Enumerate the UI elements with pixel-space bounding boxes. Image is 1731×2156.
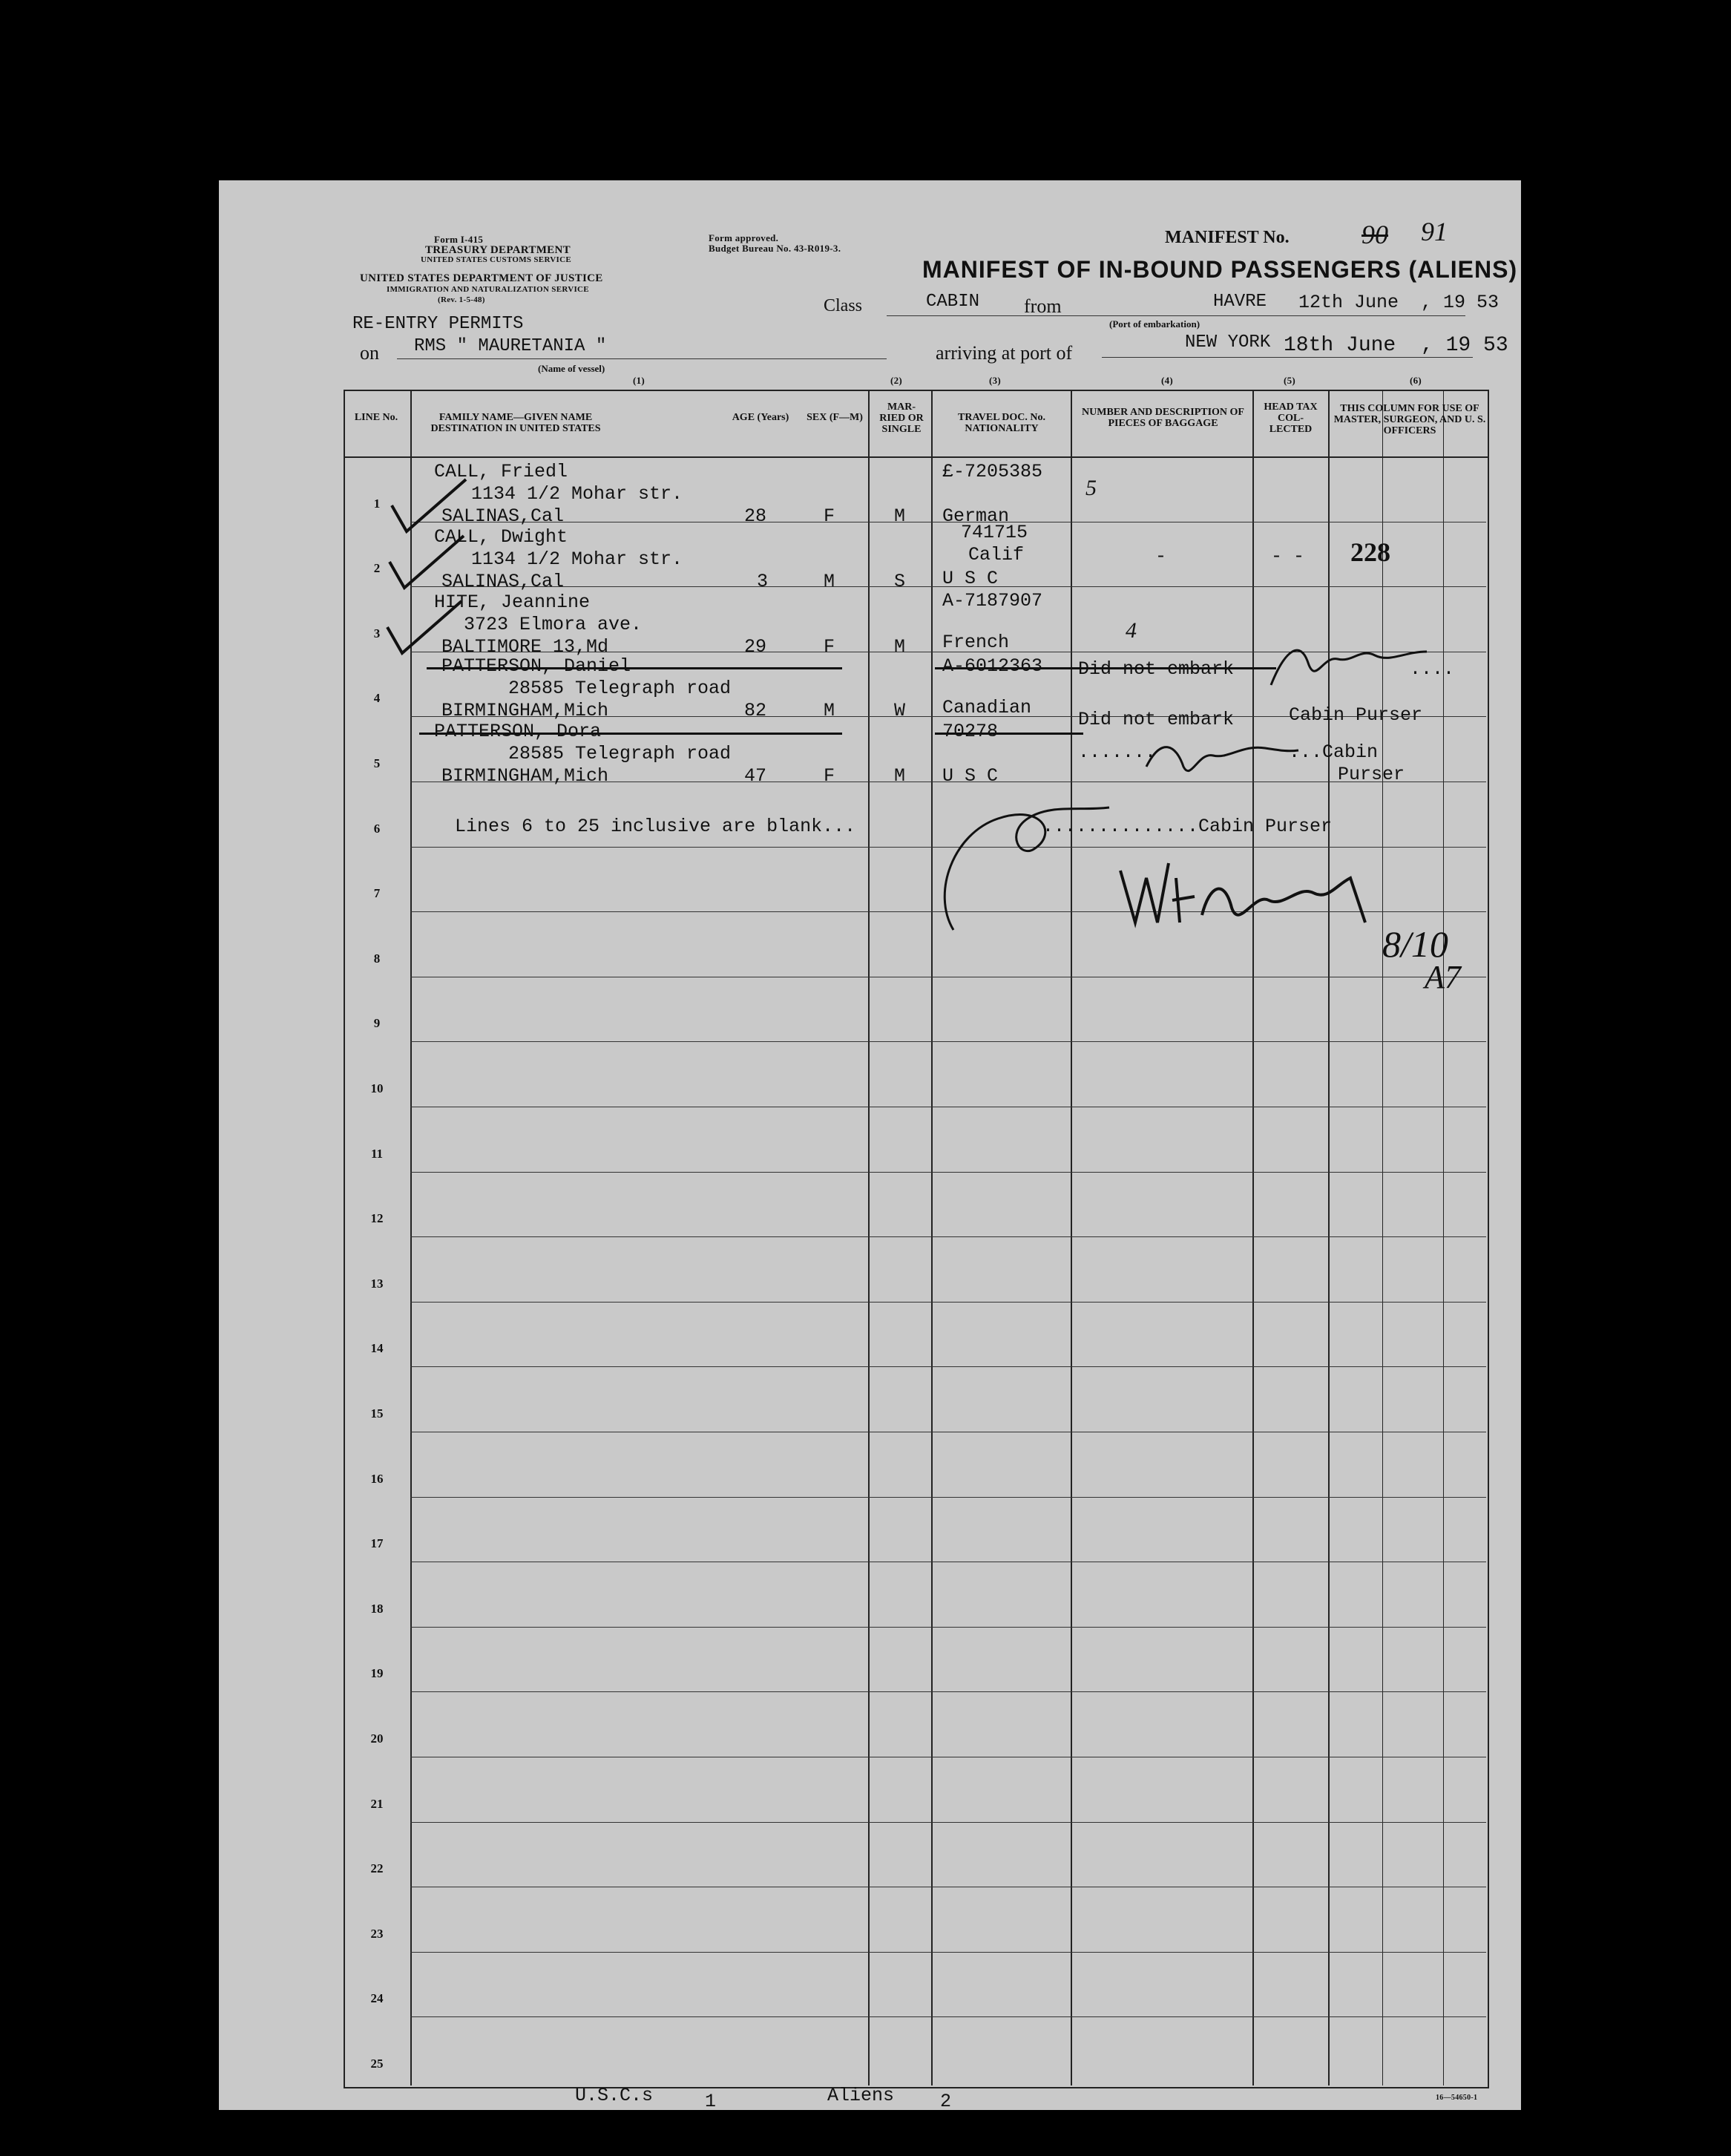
on-label: on: [360, 342, 379, 364]
line-number: 22: [370, 1861, 384, 1876]
purser-2a: ...Cabin: [1289, 741, 1379, 763]
entry-4-age: 82: [744, 700, 767, 721]
not-embark-3-lead: .......: [1078, 741, 1157, 763]
entry-3-baggage: 4: [1126, 618, 1137, 643]
col-num-1: (1): [633, 375, 646, 386]
line-number: 6: [373, 821, 381, 836]
arriving-label: arriving at port of: [936, 342, 1073, 364]
purser-signature-3: [887, 767, 1124, 937]
inspector-code: 8/10: [1382, 923, 1448, 965]
entry-1-sex: F: [824, 505, 835, 527]
treasury-dept: TREASURY DEPARTMENT: [425, 244, 571, 256]
entry-4-city: BIRMINGHAM,Mich: [441, 700, 609, 721]
entry-5-doc: 70278: [942, 721, 999, 742]
entry-2-doc2: Calif: [968, 544, 1025, 566]
entry-5-address: 28585 Telegraph road: [508, 743, 732, 764]
entry-5-age: 47: [744, 765, 767, 787]
entry-1-nationality: German: [942, 505, 1010, 527]
aliens-label: Aliens: [827, 2085, 895, 2106]
reentry-permits: RE-ENTRY PERMITS: [352, 314, 524, 334]
entry-5-doc-strike: [935, 733, 1083, 735]
line-number: 19: [370, 1666, 384, 1681]
line-number: 24: [370, 1991, 384, 2006]
not-embark-1: Did not embark: [1078, 658, 1235, 680]
not-embark-1-tail: ....: [1410, 658, 1455, 680]
vessel-line: [397, 358, 887, 359]
line-number: 15: [370, 1406, 384, 1421]
entry-3-city: BALTIMORE 13,Md: [441, 636, 609, 658]
col-num-3: (3): [989, 375, 1002, 386]
from-value: HAVRE: [1213, 292, 1267, 312]
line-number: 7: [373, 886, 381, 901]
class-value: CABIN: [926, 292, 980, 312]
line-number: 13: [370, 1276, 384, 1291]
justice-dept: UNITED STATES DEPARTMENT OF JUSTICE: [360, 272, 603, 284]
line-number: 14: [370, 1341, 384, 1356]
entry-4-name: PATTERSON, Daniel: [441, 655, 631, 677]
line-number: 11: [370, 1146, 384, 1161]
budget-bureau: Budget Bureau No. 43-R019-3.: [709, 243, 841, 254]
entry-2-doc: 741715: [961, 522, 1028, 543]
entry-4-married: W: [894, 700, 906, 721]
line-number: 17: [370, 1536, 384, 1551]
header-sex: SEX (F—M): [807, 412, 863, 423]
inspector-signature: [1113, 848, 1380, 945]
entry-5-city: BIRMINGHAM,Mich: [441, 765, 609, 787]
entry-3-age: 29: [744, 636, 767, 658]
entry-4-nationality: Canadian: [942, 697, 1032, 718]
customs-service: UNITED STATES CUSTOMS SERVICE: [421, 255, 572, 264]
line-number: 5: [373, 756, 381, 770]
entry-5-married: M: [894, 765, 906, 787]
col-num-4: (4): [1161, 375, 1174, 386]
row-divider: [410, 1822, 1486, 1823]
line-number: 1: [373, 496, 381, 511]
line-number: 16: [370, 1471, 384, 1486]
col-divider: [931, 390, 933, 2085]
entry-3-name: HITE, Jeannine: [434, 592, 591, 613]
entry-5-sex: F: [824, 765, 835, 787]
line-number: 25: [370, 2057, 384, 2071]
header-officers: THIS COLUMN FOR USE OF MASTER, SURGEON, AND U. S. OFFICERS: [1333, 403, 1486, 436]
entry-1-city: SALINAS,Cal: [441, 505, 565, 527]
row-divider: [410, 1041, 1486, 1042]
entry-2-name: CALL, Dwight: [434, 526, 568, 548]
entry-1-address: 1134 1/2 Mohar str.: [471, 483, 683, 505]
footer-code: 16—54650-1: [1436, 2094, 1478, 2102]
from-label: from: [1024, 295, 1062, 317]
header-travel-doc: TRAVEL DOC. No. NATIONALITY: [958, 412, 1045, 434]
entry-3-married: M: [894, 636, 906, 658]
ins-service: IMMIGRATION AND NATURALIZATION SERVICE: [387, 285, 589, 294]
usc-label: U.S.C.s: [575, 2085, 654, 2106]
col-divider: [1443, 390, 1444, 2085]
row-divider: [410, 1952, 1486, 1953]
form-revision: (Rev. 1-5-48): [438, 295, 485, 304]
form-approved: Form approved.: [709, 232, 779, 243]
line-number: 9: [373, 1016, 381, 1031]
row-divider: [410, 1627, 1486, 1628]
entry-2-nationality: U S C: [942, 568, 999, 589]
check-mark: [388, 476, 470, 535]
blank-lines-tail: ..............Cabin Purser: [1042, 816, 1333, 837]
entry-2-age: 3: [757, 571, 769, 592]
header-head-tax: HEAD TAX COL-LECTED: [1264, 402, 1318, 435]
col-num-5: (5): [1284, 375, 1296, 386]
manifest-no-new: 91: [1421, 217, 1448, 246]
row-divider: [410, 1691, 1486, 1692]
header-age: AGE (Years): [732, 412, 789, 423]
row-divider: [410, 1172, 1486, 1173]
embark-year: , 19 53: [1421, 292, 1500, 313]
col-divider: [1071, 390, 1072, 2085]
entry-1-baggage: 5: [1085, 476, 1097, 500]
line-number: 12: [370, 1211, 384, 1226]
row-divider: [410, 2016, 1486, 2017]
header-bottom-line: [344, 456, 1488, 458]
col-num-6: (6): [1410, 375, 1422, 386]
entry-3-doc: A-7187907: [942, 590, 1043, 612]
not-embark-2: Did not embark: [1078, 709, 1235, 730]
embark-date: 12th June: [1298, 292, 1399, 313]
manifest-sheet: [219, 180, 1521, 2110]
entry-2-officer: 228: [1350, 537, 1390, 567]
entry-2-married: S: [894, 571, 906, 592]
entry-2-city: SALINAS,Cal: [441, 571, 565, 592]
port-embark-label: (Port of embarkation): [1109, 318, 1200, 330]
line-number: 21: [370, 1796, 384, 1811]
entry-4-strike: [427, 667, 842, 669]
entry-3-nationality: French: [942, 632, 1010, 653]
entry-4-address: 28585 Telegraph road: [508, 678, 732, 699]
line-number: 18: [370, 1601, 384, 1616]
row-divider: [410, 1497, 1486, 1498]
form-number: Form I-415: [434, 234, 484, 245]
line-number: 20: [370, 1731, 384, 1746]
row-divider: [410, 1302, 1486, 1303]
aliens-count: 2: [940, 2091, 952, 2112]
check-mark: [384, 597, 465, 657]
row-divider: [410, 1366, 1486, 1367]
blank-lines-note: Lines 6 to 25 inclusive are blank...: [455, 816, 856, 837]
purser-signature-2: [1139, 722, 1302, 789]
entry-2-sex: M: [824, 571, 835, 592]
page-title: MANIFEST OF IN-BOUND PASSENGERS (ALIENS): [922, 256, 1518, 283]
entry-4-sex: M: [824, 700, 835, 721]
col-divider: [868, 390, 870, 2085]
inspector-code-2: A7: [1425, 959, 1461, 995]
header-line-no: LINE No.: [354, 412, 398, 423]
usc-count: 1: [705, 2091, 717, 2112]
entry-2-headtax: - -: [1271, 545, 1305, 567]
row-divider: [410, 1236, 1486, 1237]
arrival-line: [1102, 357, 1473, 358]
entry-4-doc: A-6012363: [942, 655, 1043, 677]
arrival-port: NEW YORK: [1185, 332, 1271, 353]
entry-2-baggage: -: [1155, 545, 1167, 567]
line-number: 23: [370, 1926, 384, 1941]
entry-5-name: PATTERSON, Dora: [434, 721, 602, 742]
purser-1: Cabin Purser: [1289, 704, 1423, 726]
purser-2b: Purser: [1338, 764, 1405, 785]
line-number: 8: [373, 951, 381, 966]
header-married: MAR-RIED OR SINGLE: [879, 402, 924, 435]
entry-1-age: 28: [744, 505, 767, 527]
arrival-date: 18th June: [1284, 334, 1396, 357]
entry-1-married: M: [894, 505, 906, 527]
line-number: 4: [373, 691, 381, 706]
manifest-no-old: 90: [1362, 220, 1388, 249]
header-name: FAMILY NAME—GIVEN NAME DESTINATION IN UNITED STATES: [430, 412, 601, 434]
manifest-no-label: MANIFEST No.: [1165, 228, 1290, 247]
arrival-year: , 19 53: [1421, 334, 1508, 357]
entry-5-strike: [419, 733, 842, 735]
entry-1-doc: £-7205385: [942, 461, 1043, 482]
entry-1-name: CALL, Friedl: [434, 461, 568, 482]
check-mark: [386, 532, 467, 592]
entry-3-address: 3723 Elmora ave.: [464, 614, 643, 635]
entry-3-sex: F: [824, 636, 835, 658]
vessel-name: RMS " MAURETANIA ": [414, 336, 607, 356]
line-number: 2: [373, 561, 381, 576]
line-number: 10: [370, 1081, 384, 1095]
col-divider: [1252, 390, 1254, 2085]
class-label: Class: [824, 296, 863, 315]
header-baggage: NUMBER AND DESCRIPTION OF PIECES OF BAGGAGE: [1082, 407, 1244, 429]
class-line: [887, 315, 1465, 316]
entry-2-address: 1134 1/2 Mohar str.: [471, 548, 683, 570]
entry-5-nationality: U S C: [942, 765, 999, 787]
line-number: 3: [373, 626, 381, 640]
col-num-2: (2): [890, 375, 903, 386]
vessel-label: (Name of vessel): [538, 363, 605, 374]
purser-signature: [1256, 633, 1434, 700]
